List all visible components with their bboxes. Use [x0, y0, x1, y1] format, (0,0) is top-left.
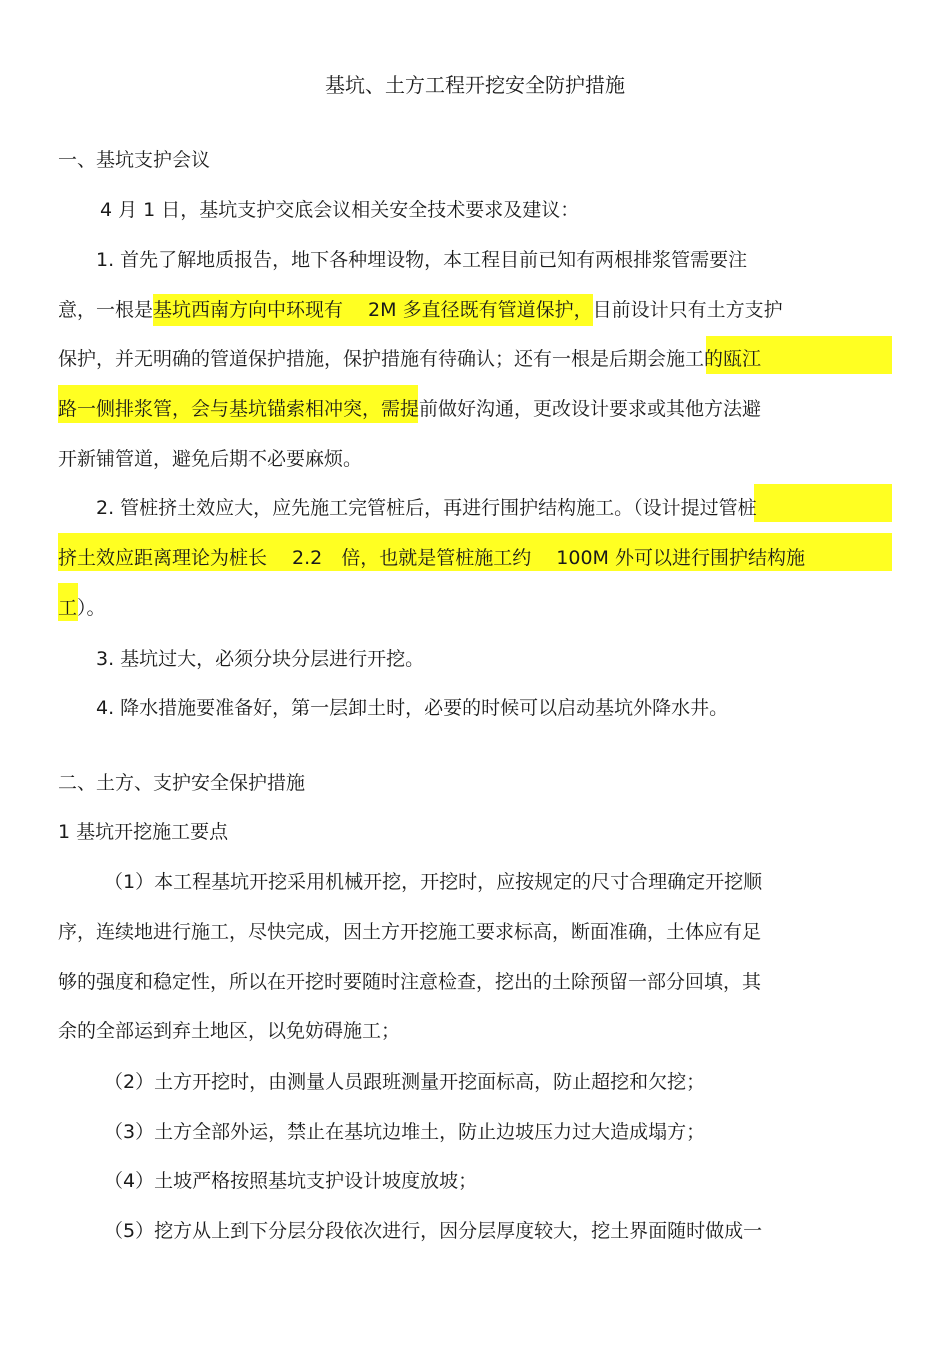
- paragraph-line: 3. 基坑过大，必须分块分层进行开挖。: [96, 648, 425, 670]
- highlighted-text: 过管桩: [699, 497, 757, 519]
- paragraph-line: 够的强度和稳定性，所以在开挖时要随时注意检查，挖出的土除预留一部分回填，其: [58, 971, 762, 993]
- paragraph-line: （1）本工程基坑开挖采用机械开挖，开挖时，应按规定的尺寸合理确定开挖顺: [104, 871, 763, 893]
- paragraph-line: [58, 344, 761, 374]
- sub-heading: 1 基坑开挖施工要点: [58, 821, 229, 843]
- list-item: （4）土坡严格按照基坑支护设计坡度放坡；: [104, 1170, 478, 1192]
- paragraph-line: 序，连续地进行施工，尽快完成，因土方开挖施工要求标高，断面准确，土体应有足: [58, 921, 762, 943]
- list-item: （2）土方开挖时，由测量人员跟班测量开挖面标高，防止超挖和欠挖；: [104, 1071, 706, 1093]
- paragraph-line: 4 月 1 日，基坑支护交底会议相关安全技术要求及建议：: [100, 199, 580, 221]
- page-title: 基坑、土方工程开挖安全防护措施: [325, 73, 625, 97]
- section-heading: 一、基坑支护会议: [58, 149, 211, 171]
- text-span: 意，一根是: [58, 299, 154, 321]
- text-span: 需提前做好沟通，更改设计要求或其他方法避: [381, 398, 762, 420]
- highlighted-text: 工: [58, 597, 78, 619]
- paragraph-line: 1. 首先了解地质报告，地下各种埋设物，本工程目前已知有两根排浆管需要注: [96, 249, 748, 271]
- paragraph-line: [58, 295, 783, 325]
- highlight-block: [754, 484, 892, 522]
- paragraph-line: [58, 394, 761, 424]
- text-span: ）。: [77, 597, 106, 619]
- highlighted-text: 基坑西南方向中环现有 2M 多直径既有管道保护，: [153, 294, 593, 326]
- paragraph-line: [96, 493, 757, 523]
- text-span: 2. 管桩挤土效应大，应先施工完管桩后，再进行围护结构施工。（设计提: [96, 497, 700, 519]
- paragraph-line: 挤土效应距离理论为桩长 2.2 倍，也就是管桩施工约 100M 外可以进行围护结构施: [58, 547, 805, 569]
- section-heading: 二、土方、支护安全保护措施: [58, 772, 306, 794]
- list-item: （5）挖方从上到下分层分段依次进行，因分层厚度较大，挖土界面随时做成一: [104, 1220, 763, 1242]
- highlighted-text: 路一侧排浆管，会与基坑锚索相冲突，: [58, 398, 382, 420]
- text-span: 保护，并无明确的管道保护措施，保护措施有待确认；还有一根是后期: [58, 348, 648, 370]
- list-item: （3）土方全部外运，禁止在基坑边堆土，防止边坡压力过大造成塌方；: [104, 1121, 706, 1143]
- paragraph-line: 4. 降水措施要准备好，第一层卸土时，必要的时候可以启动基坑外降水井。: [96, 697, 729, 719]
- paragraph-line: 余的全部运到弃土地区，以免妨碍施工；: [58, 1020, 401, 1042]
- paragraph-line: 开新铺管道，避免后期不必要麻烦。: [58, 448, 363, 470]
- text-span: 目前设计只有土方支护: [592, 299, 783, 321]
- paragraph-line: [58, 593, 106, 623]
- highlighted-text: 会施工的瓯江: [647, 348, 762, 370]
